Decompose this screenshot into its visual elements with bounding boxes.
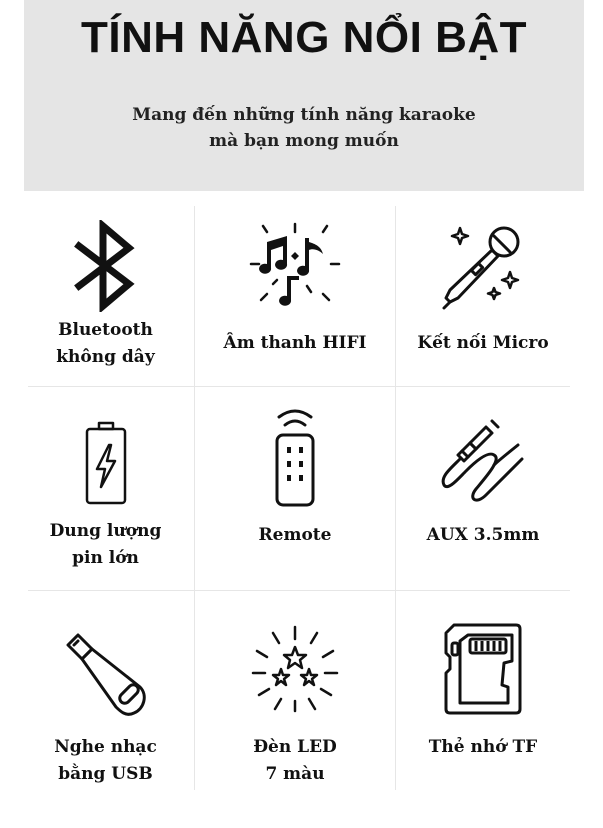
feature-hifi-sound: [195, 206, 395, 386]
feature-label: Kết nối Micro: [417, 333, 549, 353]
feature-remote: [195, 387, 395, 590]
feature-aux: [396, 387, 570, 590]
feature-tf-card: [396, 591, 570, 790]
feature-micro-connect: [396, 206, 570, 386]
header-banner: [24, 0, 584, 191]
feature-label: Dung lượng pin lớn: [49, 521, 162, 568]
subtitle-line-1: Mang đến những tính năng karaoke: [132, 105, 476, 125]
tf-card-icon: [442, 621, 524, 717]
music-notes-icon: [247, 220, 343, 316]
battery-icon: [84, 421, 128, 505]
feature-label: Thẻ nhớ TF: [428, 737, 538, 757]
feature-led: [195, 591, 395, 790]
feature-label: Remote: [258, 525, 332, 545]
led-sparkle-icon: [251, 625, 339, 713]
feature-bluetooth: [28, 206, 194, 386]
remote-control-icon: [271, 403, 319, 509]
feature-label: Âm thanh HIFI: [223, 333, 367, 353]
microphone-icon: [438, 222, 530, 314]
bluetooth-icon: [71, 220, 141, 312]
feature-usb: [28, 591, 194, 790]
page-title: TÍNH NĂNG NỔI BẬT: [80, 13, 528, 62]
feature-grid: [28, 206, 570, 790]
usb-drive-icon: [60, 627, 152, 719]
page-subtitle: [24, 102, 584, 154]
feature-label: Nghe nhạc bằng USB: [54, 737, 157, 784]
feature-label: Bluetooth không dây: [56, 320, 155, 367]
subtitle-line-2: mà bạn mong muốn: [209, 131, 399, 151]
feature-label: Đèn LED 7 màu: [253, 737, 337, 784]
feature-label: AUX 3.5mm: [426, 525, 540, 545]
feature-battery: [28, 387, 194, 590]
aux-cable-icon: [436, 415, 530, 509]
